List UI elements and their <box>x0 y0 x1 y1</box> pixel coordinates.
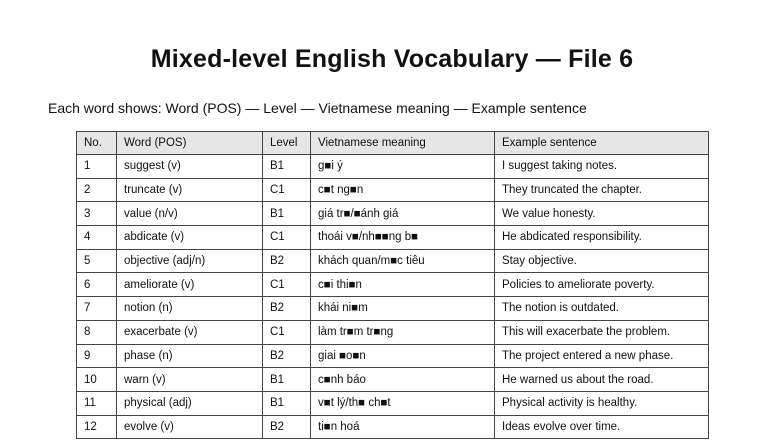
cell-example: We value honesty. <box>495 202 709 226</box>
table-row <box>77 344 709 368</box>
cell-no: 9 <box>77 344 117 368</box>
cell-level: C1 <box>263 320 311 344</box>
cell-example: This will exacerbate the problem. <box>495 320 709 344</box>
cell-word: exacerbate (v) <box>117 320 263 344</box>
cell-example: I suggest taking notes. <box>495 155 709 179</box>
cell-vietnamese: làm tr■m tr■ng <box>311 320 495 344</box>
cell-level: B1 <box>263 155 311 179</box>
cell-no: 4 <box>77 226 117 250</box>
cell-level: C1 <box>263 273 311 297</box>
table-row <box>77 320 709 344</box>
cell-word: notion (n) <box>117 297 263 321</box>
cell-example: The notion is outdated. <box>495 297 709 321</box>
cell-no: 6 <box>77 273 117 297</box>
cell-word: abdicate (v) <box>117 226 263 250</box>
table-row <box>77 249 709 273</box>
table-row <box>77 202 709 226</box>
cell-no: 10 <box>77 368 117 392</box>
cell-vietnamese: thoái v■/nh■■ng b■ <box>311 226 495 250</box>
cell-no: 8 <box>77 320 117 344</box>
table-row <box>77 415 709 439</box>
cell-word: ameliorate (v) <box>117 273 263 297</box>
cell-word: evolve (v) <box>117 415 263 439</box>
cell-no: 7 <box>77 297 117 321</box>
cell-level: B2 <box>263 249 311 273</box>
cell-word: objective (adj/n) <box>117 249 263 273</box>
cell-no: 2 <box>77 178 117 202</box>
cell-vietnamese: ti■n hoá <box>311 415 495 439</box>
cell-example: The project entered a new phase. <box>495 344 709 368</box>
cell-vietnamese: giai ■o■n <box>311 344 495 368</box>
header-example: Example sentence <box>495 132 709 155</box>
table-row <box>77 155 709 179</box>
table-body <box>77 155 709 439</box>
table-row <box>77 297 709 321</box>
cell-word: value (n/v) <box>117 202 263 226</box>
cell-vietnamese: g■i ý <box>311 155 495 179</box>
cell-example: He warned us about the road. <box>495 368 709 392</box>
header-no: No. <box>77 132 117 155</box>
table-header-row <box>77 132 709 155</box>
header-word: Word (POS) <box>117 132 263 155</box>
cell-word: truncate (v) <box>117 178 263 202</box>
cell-level: B1 <box>263 368 311 392</box>
cell-level: C1 <box>263 178 311 202</box>
cell-vietnamese: giá tr■/■ánh giá <box>311 202 495 226</box>
cell-no: 3 <box>77 202 117 226</box>
table-row <box>77 368 709 392</box>
cell-vietnamese: khái ni■m <box>311 297 495 321</box>
cell-word: physical (adj) <box>117 391 263 415</box>
cell-example: Ideas evolve over time. <box>495 415 709 439</box>
cell-level: B1 <box>263 202 311 226</box>
cell-no: 11 <box>77 391 117 415</box>
cell-level: B2 <box>263 297 311 321</box>
cell-example: Policies to ameliorate poverty. <box>495 273 709 297</box>
table-row <box>77 273 709 297</box>
cell-example: He abdicated responsibility. <box>495 226 709 250</box>
header-level: Level <box>263 132 311 155</box>
subtitle: Each word shows: Word (POS) — Level — Vietnamese meaning — Example sentence <box>48 100 587 116</box>
cell-example: Physical activity is healthy. <box>495 391 709 415</box>
cell-level: B1 <box>263 391 311 415</box>
cell-level: B2 <box>263 415 311 439</box>
table-row <box>77 178 709 202</box>
cell-no: 5 <box>77 249 117 273</box>
header-vietnamese: Vietnamese meaning <box>311 132 495 155</box>
cell-vietnamese: c■t ng■n <box>311 178 495 202</box>
cell-vietnamese: c■i thi■n <box>311 273 495 297</box>
cell-vietnamese: v■t lý/th■ ch■t <box>311 391 495 415</box>
cell-example: Stay objective. <box>495 249 709 273</box>
cell-word: phase (n) <box>117 344 263 368</box>
cell-word: suggest (v) <box>117 155 263 179</box>
cell-level: B2 <box>263 344 311 368</box>
cell-level: C1 <box>263 226 311 250</box>
vocabulary-table <box>76 131 709 439</box>
cell-vietnamese: khách quan/m■c tiêu <box>311 249 495 273</box>
cell-word: warn (v) <box>117 368 263 392</box>
cell-no: 1 <box>77 155 117 179</box>
table-row <box>77 226 709 250</box>
cell-vietnamese: c■nh báo <box>311 368 495 392</box>
table-row <box>77 391 709 415</box>
cell-no: 12 <box>77 415 117 439</box>
cell-example: They truncated the chapter. <box>495 178 709 202</box>
page-title: Mixed-level English Vocabulary — File 6 <box>150 45 634 73</box>
